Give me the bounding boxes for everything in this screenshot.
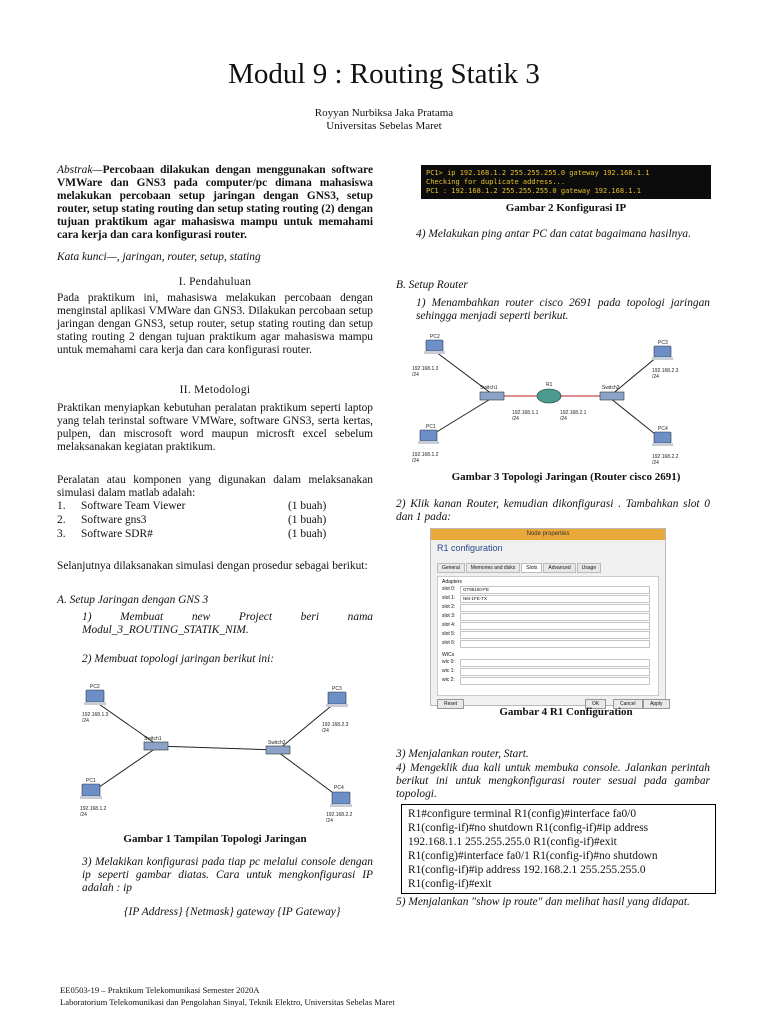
switch1-label: Switch1 — [144, 736, 162, 742]
pc3-label: PC3 — [332, 686, 342, 692]
switch2-icon — [600, 392, 624, 400]
pc3-icon — [326, 692, 348, 707]
pc1-icon — [80, 784, 102, 799]
page-footer — [60, 984, 720, 1008]
apply-button[interactable]: Apply — [643, 699, 670, 709]
list-item — [57, 500, 373, 514]
window-titlebar: Node properties — [431, 529, 665, 540]
pc4-label: PC4 — [334, 785, 344, 791]
switch2-label: Switch2 — [602, 385, 620, 391]
author-name: Royyan Nurbiksa Jaka Pratama — [314, 107, 454, 119]
page-title: Modul 9 : Routing Statik 3 — [228, 58, 540, 90]
wic-label: wic 2: — [442, 677, 455, 683]
figure-1-caption: Gambar 1 Tampilan Topologi Jaringan — [123, 833, 307, 845]
topology-figure-3 — [404, 332, 704, 468]
switch1-icon — [480, 392, 504, 400]
wic-2-select[interactable] — [460, 677, 650, 685]
wic-label: wic 0: — [442, 659, 455, 665]
cancel-button[interactable]: Cancel — [613, 699, 643, 709]
pc2-mask: /24 — [412, 372, 419, 378]
tab-slots[interactable]: Slots — [521, 563, 542, 573]
router-mask-b: /24 — [560, 416, 567, 422]
tab-bar — [431, 556, 665, 574]
pc4-icon — [652, 432, 673, 446]
metodologi-p3: Selanjutnya dilaksanakan simulasi dengan prosedur sebagai berikut: — [57, 560, 368, 572]
slot-value: NM-1FE-TX — [463, 596, 487, 601]
wic-row — [442, 676, 654, 685]
list-item — [57, 528, 373, 542]
list-qty: (1 buah) — [288, 500, 327, 512]
slot-6-select[interactable] — [460, 640, 650, 648]
pc3-ip: 192.168.2.3 — [652, 368, 679, 374]
list-number: 3. — [57, 528, 66, 540]
pc4-icon — [330, 792, 352, 807]
code-line: R1(config-if)#no shutdown R1(config-if)#ip address — [408, 822, 649, 834]
slot-row — [442, 585, 654, 594]
subsection-b: B. Setup Router — [396, 279, 468, 291]
step-a3: 3) Melakikan konfigurasi pada tiap pc melalui console dengan ip seperti gambar diatas. Cara untuk mengkonfigurasi IP adalah : ip — [82, 856, 373, 894]
console-line: Checking for duplicate address... — [426, 178, 566, 186]
author-block — [0, 107, 768, 133]
slot-row — [442, 603, 654, 612]
node-properties-window — [430, 528, 666, 706]
list-name: Software gns3 — [81, 514, 147, 526]
pc4-ip: 192.168.2.2 — [326, 812, 353, 818]
pc4-mask: /24 — [326, 818, 333, 824]
figure-4-caption: Gambar 4 R1 Configuration — [499, 706, 633, 718]
pc4-label: PC4 — [658, 426, 668, 432]
section-heading-metodologi: II. Metodologi — [179, 384, 251, 396]
pc1-mask: /24 — [80, 812, 87, 818]
abstract — [57, 164, 373, 242]
list-number: 1. — [57, 500, 66, 512]
tab-general[interactable]: General — [437, 563, 465, 573]
step-a3-format: {IP Address} {Netmask} gateway {IP Gateway} — [124, 906, 341, 918]
slot-row — [442, 621, 654, 630]
slot-value: GT96100-FE — [463, 587, 490, 592]
router-config-code — [401, 804, 716, 894]
tab-advanced[interactable]: Advanced — [543, 563, 575, 573]
slot-row — [442, 630, 654, 639]
footer-line-1: EE0503-19 – Praktikum Telekomunikasi Semester 2020A — [60, 985, 260, 995]
pc1-mask: /24 — [412, 458, 419, 464]
switch2-label: Switch2 — [268, 740, 286, 746]
step-a1: 1) Membuat new Project beri nama Modul_3_ROUTING_STATIK_NIM. — [82, 611, 373, 636]
step-b3: 3) Menjalankan router, Start. — [396, 748, 529, 760]
pc2-icon — [424, 340, 445, 354]
pc1-ip: 192.168.1.2 — [412, 452, 439, 458]
pc4-ip: 192.168.2.2 — [652, 454, 679, 460]
pc3-mask: /24 — [652, 374, 659, 380]
slot-row — [442, 639, 654, 648]
code-line: R1(config-if)#exit — [408, 878, 492, 890]
pc3-label: PC3 — [658, 340, 668, 346]
slots-panel — [437, 576, 659, 696]
window-heading: R1 configuration — [437, 543, 503, 553]
code-line: R1#configure terminal R1(config)#interface fa0/0 — [408, 808, 637, 820]
step-a4: 4) Melakukan ping antar PC dan catat bagaimana hasilnya. — [416, 228, 691, 240]
code-line: R1(config)#interface fa0/1 R1(config-if)#no shutdown — [408, 850, 658, 862]
abstract-text: Percobaan dilakukan dengan menggunakan software VMWare dan GNS3 pada computer/pc dimana mahasiswa melakukan percobaan setup jaringan dengan GNS3, setup router, setup stating routing dan setup stating routing (2) dengan tujuan praktikum agar mahasiswa mampu untuk memahami cara kerja dan cara konfigurasi router. — [57, 164, 373, 241]
slot-3-select[interactable] — [460, 613, 650, 621]
pc4-mask: /24 — [652, 460, 659, 466]
pc2-icon — [84, 690, 106, 705]
list-qty: (1 buah) — [288, 528, 327, 540]
list-number: 2. — [57, 514, 66, 526]
reset-button[interactable]: Reset — [437, 699, 464, 709]
slot-label: slot 4: — [442, 622, 456, 628]
wics-group-label: WICs — [442, 652, 455, 658]
wic-0-select[interactable] — [460, 659, 650, 667]
metodologi-p1: Praktikan menyiapkan kebutuhan peralatan praktikum seperti laptop yang telah terinstal software VMWare, software GNS3, serta kertas, pulpen, dan miscrosoft word maupun microsft excel sebelum melaksanakan kegiatan praktikum. — [57, 402, 373, 453]
pc2-label: PC2 — [430, 334, 440, 340]
router-label: R1 — [546, 382, 553, 388]
switch1-label: Switch1 — [480, 385, 498, 391]
list-qty: (1 buah) — [288, 514, 327, 526]
slot-label: slot 5: — [442, 631, 456, 637]
pendahuluan-text: Pada praktikum ini, mahasiswa melakukan percobaan dengan menginstal aplikasi VMWare dan GNS3. Dilakukan percobaan setup jaringan dengan GNS3, setup router, setup stating routing dan setup stating routing 2 dengan tujuan praktikum agar mahasiswa mampu untuk memahami cara kerja dan cara konfigurasi router. — [57, 292, 373, 356]
pc1-label: PC1 — [86, 778, 96, 784]
footer-line-2: Laboratorium Telekomunikasi dan Pengolahan Sinyal, Teknik Elektro, Universitas Sebelas Maret — [60, 997, 395, 1007]
subsection-a: A. Setup Jaringan dengan GNS 3 — [57, 594, 209, 606]
abstract-label: Abstrak— — [57, 164, 103, 176]
slot-row — [442, 594, 654, 603]
pc1-icon — [418, 430, 439, 444]
pc1-ip: 192.168.1.2 — [80, 806, 107, 812]
step-b4: 4) Mengeklik dua kali untuk membuka console. Jalankan perintah berikut ini untuk mengkonfigurasi router sesuai pada gambar topologi. — [396, 762, 710, 800]
router-ip-b: 192.168.2.1 — [560, 410, 587, 416]
console-line: PC1> ip 192.168.1.2 255.255.255.0 gateway 192.168.1.1 — [426, 169, 650, 177]
step-b2: 2) Klik kanan Router, kemudian dikonfigurasi . Tambahkan slot 0 dan 1 pada: — [396, 498, 710, 523]
step-b1: 1) Menambahkan router cisco 2691 pada topologi jaringan sehingga menjadi seperti berikut. — [416, 297, 710, 322]
list-name: Software Team Viewer — [81, 500, 186, 512]
wic-1-select[interactable] — [460, 668, 650, 676]
topology-figure-1 — [60, 680, 370, 826]
list-name: Software SDR# — [81, 528, 153, 540]
wic-label: wic 1: — [442, 668, 455, 674]
slot-label: slot 3: — [442, 613, 456, 619]
slot-label: slot 6: — [442, 640, 456, 646]
router-ip-a: 192.168.1.1 — [512, 410, 539, 416]
pc2-ip: 192.168.1.3 — [82, 712, 109, 718]
figure-3-caption: Gambar 3 Topologi Jaringan (Router cisco 2691) — [451, 471, 681, 483]
wic-row — [442, 658, 654, 667]
ok-button[interactable]: OK — [585, 699, 606, 709]
keywords: Kata kunci—, jaringan, router, setup, stating — [57, 251, 261, 263]
slot-1-select[interactable] — [460, 595, 650, 603]
section-heading-pendahuluan: I. Pendahuluan — [178, 276, 252, 288]
slot-2-select[interactable] — [460, 604, 650, 612]
figure-2-caption: Gambar 2 Konfigurasi IP — [505, 202, 627, 214]
list-item — [57, 514, 373, 528]
ip-config-console — [421, 165, 711, 199]
equipment-list — [57, 500, 373, 542]
code-line: 192.168.1.1 255.255.255.0 R1(config-if)#exit — [408, 836, 617, 848]
switch1-icon — [144, 742, 168, 750]
switch2-icon — [266, 746, 290, 754]
affiliation: Universitas Sebelas Maret — [326, 120, 442, 132]
step-a2: 2) Membuat topologi jaringan berikut ini: — [82, 653, 275, 665]
slot-label: slot 2: — [442, 604, 456, 610]
tab-usage[interactable]: Usage — [577, 563, 601, 573]
pc2-ip: 192.168.1.3 — [412, 366, 439, 372]
wic-row — [442, 667, 654, 676]
slot-label: slot 0: — [442, 586, 456, 592]
pc3-ip: 192.168.2.3 — [322, 722, 349, 728]
slot-5-select[interactable] — [460, 631, 650, 639]
metodologi-p2: Peralatan atau komponen yang digunakan dalam melaksanakan simulasi dalam matlab adalah: — [57, 474, 373, 499]
pc1-label: PC1 — [426, 424, 436, 430]
pc3-icon — [652, 346, 673, 360]
adapters-group-label: Adapters — [442, 579, 463, 585]
router-icon — [537, 389, 561, 403]
pc2-label: PC2 — [90, 684, 100, 690]
router-mask-a: /24 — [512, 416, 519, 422]
pc2-mask: /24 — [82, 718, 89, 724]
step-b5: 5) Menjalankan "show ip route" dan melihat hasil yang didapat. — [396, 896, 690, 908]
console-line: PC1 : 192.168.1.2 255.255.255.0 gateway 192.168.1.1 — [426, 187, 641, 195]
slot-row — [442, 612, 654, 621]
slot-4-select[interactable] — [460, 622, 650, 630]
slot-label: slot 1: — [442, 595, 456, 601]
pc3-mask: /24 — [322, 728, 329, 734]
slot-0-select[interactable] — [460, 586, 650, 594]
tab-memories[interactable]: Memories and disks — [466, 563, 520, 573]
code-line: R1(config-if)#ip address 192.168.2.1 255.255.255.0 — [408, 864, 646, 876]
